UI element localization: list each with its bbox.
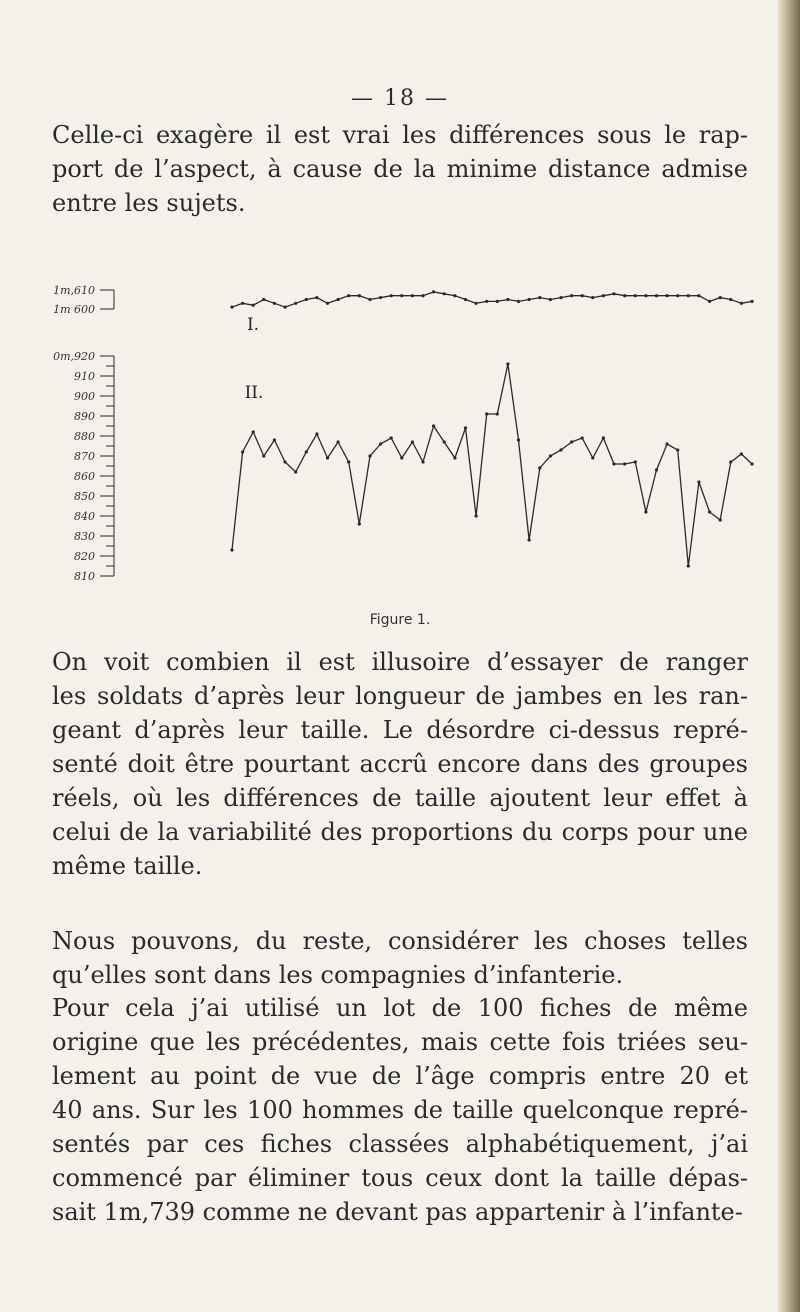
data-point [273,438,276,441]
text-line: origine que les précédentes, mais cette fois triées seu- [52,1028,748,1056]
data-point [294,302,297,305]
data-point [581,436,584,439]
text-line: Pour cela j’ai utilisé un lot de 100 fiches de même [52,994,748,1022]
axis-bottom-tick-label: 900 [74,390,95,403]
data-point [464,426,467,429]
data-point [750,462,753,465]
data-point [634,294,637,297]
data-point [358,522,361,525]
series-label: I. [246,315,260,335]
data-point [421,460,424,463]
axis-bottom-tick-label: 880 [74,430,95,443]
data-point [400,456,403,459]
data-point [485,412,488,415]
data-point [432,290,435,293]
data-point [538,466,541,469]
data-point [528,298,531,301]
text-line: port de l’aspect, à cause de la minime distance admise [52,155,748,183]
data-point [559,448,562,451]
data-point [464,298,467,301]
data-point [315,432,318,435]
paragraph-2 [52,645,748,883]
paragraph-1 [52,118,748,220]
data-point [432,424,435,427]
data-point [708,300,711,303]
axis-top-tick-label: 1m 600 [53,303,95,316]
data-point [347,294,350,297]
data-point [623,294,626,297]
data-point [347,460,350,463]
text-line: même taille. [52,852,203,880]
data-point [697,480,700,483]
data-point [475,302,478,305]
data-point [453,294,456,297]
data-point [549,298,552,301]
data-point [241,302,244,305]
data-point [729,298,732,301]
data-point [379,296,382,299]
data-point [284,460,287,463]
page-number: — 18 — [351,86,449,111]
data-point [305,298,308,301]
data-point [252,304,255,307]
data-point [602,294,605,297]
data-point [644,510,647,513]
data-point [379,442,382,445]
axis-top [53,284,114,316]
axis-bottom-tick-label: 0m,920 [53,350,95,363]
text-line: senté doit être pourtant accrû encore dans des groupes [52,750,748,778]
data-point [612,462,615,465]
data-point [421,294,424,297]
data-point [337,298,340,301]
text-line: Nous pouvons, du reste, considérer les choses telles [52,927,748,955]
series-group [230,290,753,567]
text-line: réels, où les différences de taille ajoutent leur effet à [52,784,748,812]
data-point [230,548,233,551]
text-line: On voit combien il est illusoire d’essayer de ranger [52,648,748,676]
data-point [241,450,244,453]
paragraph-4 [52,991,748,1229]
line-chart [0,270,800,630]
data-point [411,440,414,443]
series-line [232,292,752,307]
data-point [676,448,679,451]
data-point [284,306,287,309]
series-label: II. [244,383,264,403]
data-point [453,456,456,459]
data-point [708,510,711,513]
axis-bottom-tick-label: 910 [74,370,95,383]
text-line: celui de la variabilité des proportions du corps pour une [52,818,748,846]
data-point [591,456,594,459]
series-line [232,364,752,566]
paragraph-3 [52,924,748,992]
data-point [634,460,637,463]
data-point [358,294,361,297]
data-point [262,298,265,301]
data-point [305,450,308,453]
data-point [581,294,584,297]
data-point [252,430,255,433]
data-point [496,412,499,415]
data-point [697,294,700,297]
data-point [719,296,722,299]
data-point [485,300,488,303]
data-point [538,296,541,299]
text-line: sait 1m,739 comme ne devant pas appartenir à l’infante- [52,1198,743,1226]
data-point [655,468,658,471]
data-point [719,518,722,521]
data-point [390,436,393,439]
data-point [368,454,371,457]
axis-bottom-tick-label: 870 [74,450,95,463]
data-point [294,470,297,473]
text-line: les soldats d’après leur longueur de jambes en les ran- [52,682,748,710]
data-point [230,306,233,309]
data-point [740,302,743,305]
axis-bottom-tick-label: 830 [74,530,95,543]
axis-bottom [53,350,114,583]
data-point [506,362,509,365]
axis-bottom-tick-label: 820 [74,550,95,563]
data-point [273,302,276,305]
data-point [612,292,615,295]
axis-bottom-tick-label: 810 [74,570,95,583]
data-point [443,292,446,295]
figure-caption: Figure 1. [369,612,431,628]
data-point [506,298,509,301]
data-point [750,300,753,303]
text-line: sentés par ces fiches classées alphabétiquement, j’ai [52,1130,748,1158]
axis-bottom-tick-label: 860 [74,470,95,483]
data-point [262,454,265,457]
data-point [644,294,647,297]
data-point [740,452,743,455]
data-point [623,462,626,465]
axis-top-tick-label: 1m,610 [53,284,95,297]
data-point [411,294,414,297]
data-point [475,514,478,517]
figure-1 [0,270,800,630]
data-point [655,294,658,297]
data-point [549,454,552,457]
data-point [570,294,573,297]
data-point [326,302,329,305]
data-point [666,294,669,297]
data-point [676,294,679,297]
data-point [570,440,573,443]
data-point [666,442,669,445]
axis-bottom-tick-label: 890 [74,410,95,423]
data-point [315,296,318,299]
page-edge-shadow [778,0,800,1312]
data-point [368,298,371,301]
text-line: entre les sujets. [52,189,246,217]
data-point [337,440,340,443]
data-point [687,564,690,567]
text-line: qu’elles sont dans les compagnies d’infanterie. [52,961,624,989]
data-point [517,438,520,441]
axis-bottom-tick-label: 850 [74,490,95,503]
text-line: Celle-ci exagère il est vrai les différences sous le rap- [52,121,748,149]
data-point [400,294,403,297]
text-line: lement au point de vue de l’âge compris entre 20 et [52,1062,748,1090]
data-point [443,440,446,443]
data-point [559,296,562,299]
data-point [517,300,520,303]
data-point [390,294,393,297]
text-line: 40 ans. Sur les 100 hommes de taille quelconque repré- [52,1096,748,1124]
text-line: commencé par éliminer tous ceux dont la taille dépas- [52,1164,748,1192]
text-line: geant d’après leur taille. Le désordre ci-dessus repré- [52,716,748,744]
data-point [591,296,594,299]
axis-bottom-tick-label: 840 [74,510,95,523]
data-point [729,460,732,463]
data-point [496,300,499,303]
data-point [326,456,329,459]
data-point [687,294,690,297]
data-point [528,538,531,541]
data-point [602,436,605,439]
